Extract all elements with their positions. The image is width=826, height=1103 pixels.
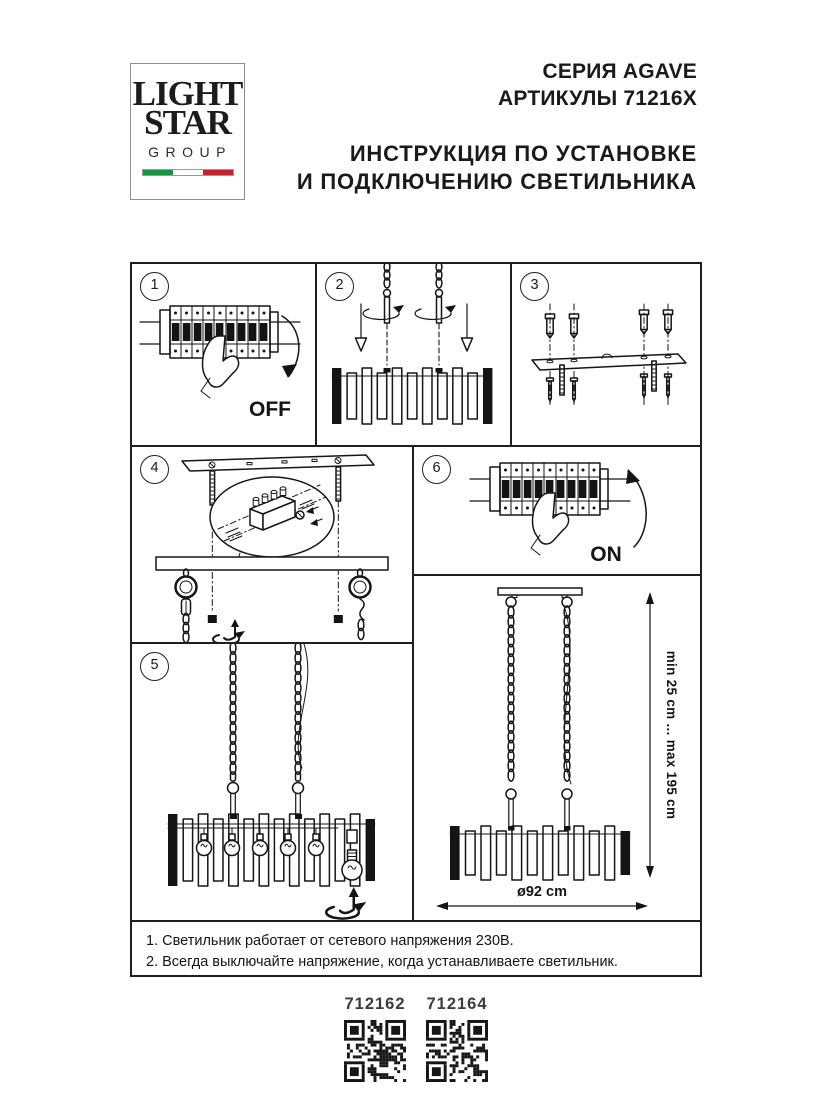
notes-panel (130, 920, 702, 977)
step5-panel (130, 642, 414, 922)
step-number-badge: 5 (140, 652, 169, 681)
instruction-title-line2: И ПОДКЛЮЧЕНИЮ СВЕТИЛЬНИКА (296, 169, 697, 194)
step3-panel (510, 262, 702, 447)
step6-panel (412, 445, 702, 576)
lightstar-logo (130, 63, 245, 200)
off-label: OFF (249, 398, 291, 421)
step-number-badge: 6 (422, 455, 451, 484)
step4-wiring-illustration (132, 447, 412, 642)
step4-panel (130, 445, 414, 644)
dimensions-illustration (414, 576, 700, 920)
chain-left (508, 606, 514, 781)
chain-right (436, 264, 442, 288)
height-range-label: min 25 cm ... max 195 cm (664, 650, 679, 820)
flag-green (143, 170, 173, 175)
chain-left (230, 644, 236, 774)
flag-red (203, 170, 233, 175)
instruction-title-line1: ИНСТРУКЦИЯ ПО УСТАНОВКЕ (349, 141, 697, 166)
note-1: 1. Светильник работает от сетевого напряжения 230В. (146, 933, 514, 949)
wall-anchors (545, 310, 672, 338)
step1-panel (130, 262, 317, 447)
step6-breaker-on-illustration (414, 447, 700, 574)
articles-title: АРТИКУЛЫ 71216X (498, 87, 697, 110)
series-title: СЕРИЯ AGAVE (542, 60, 697, 83)
logo-star-text: STAR (144, 102, 231, 142)
step-number-badge: 2 (325, 272, 354, 301)
step-number-badge: 4 (140, 455, 169, 484)
note-2: 2. Всегда выключайте напряжение, когда устанавливаете светильник. (146, 954, 618, 970)
hanging-rings (176, 569, 371, 642)
logo-group-text: GROUP (148, 144, 232, 161)
article-column-1 (342, 995, 408, 1087)
article-code-1: 712162 (344, 995, 406, 1013)
step5-hanging-illustration (132, 644, 412, 920)
chain-right (295, 644, 301, 774)
article-column-2 (424, 995, 490, 1087)
dimensions-panel (412, 574, 702, 922)
diameter-label: ø92 cm (517, 884, 567, 900)
step2-panel (315, 262, 512, 447)
italian-flag-stripe (142, 169, 234, 176)
article-code-2: 712164 (426, 995, 488, 1013)
height-dimension (646, 592, 679, 878)
qr-code-712162 (344, 1020, 406, 1082)
step-number-badge: 3 (520, 272, 549, 301)
logo-light-text: LIGHT (132, 74, 243, 113)
qr-code-712164 (426, 1020, 488, 1082)
on-label: ON (590, 543, 622, 566)
header (297, 58, 697, 196)
footer (130, 995, 702, 1087)
diameter-dimension (436, 884, 648, 910)
flag-white (173, 170, 203, 175)
step-number-badge: 1 (140, 272, 169, 301)
chain-left (384, 264, 390, 288)
